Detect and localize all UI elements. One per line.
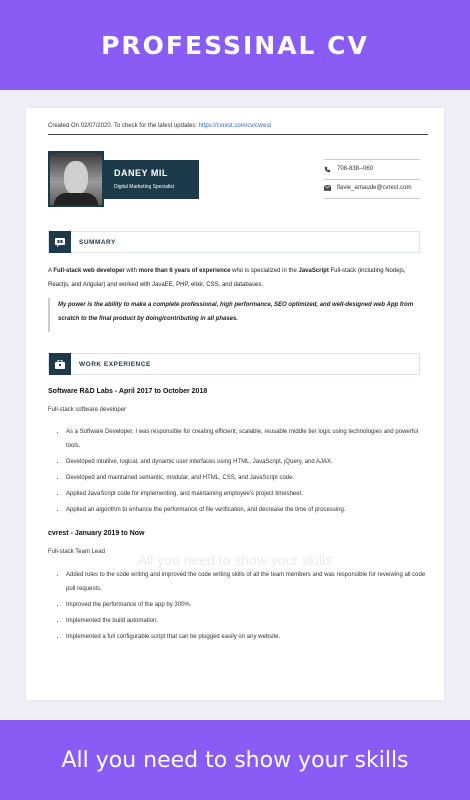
experience-badge <box>49 353 71 375</box>
top-banner <box>0 0 470 90</box>
list-item: • Developed and maintained semantic, modular, and HTML, CSS, and JavaScript code. <box>66 471 426 485</box>
profile-photo <box>48 151 104 207</box>
summary-badge <box>49 231 71 253</box>
contact-divider <box>324 179 420 180</box>
summary-heading: SUMMARY <box>79 239 116 246</box>
contact-divider <box>324 159 420 160</box>
list-item: • Implemented the build automation. <box>66 614 426 628</box>
job-bullet-list <box>52 425 426 519</box>
list-item: • Improved the performance of the app by 300%. <box>66 598 426 612</box>
header-divider <box>48 134 428 135</box>
watermark: All you need to show your skills <box>137 552 333 568</box>
created-link[interactable]: https://cvrest.com/cv/cvrest <box>198 123 272 129</box>
job-header: Software R&D Labs - April 2017 to October 2018 <box>48 388 208 395</box>
created-note-text: Created On 02/07/2020. To check for the latest updates: <box>48 123 199 129</box>
email-address[interactable]: flavie_arnaude@cvrest.com <box>337 185 412 191</box>
job-header: cvrest - January 2019 to Now <box>48 530 145 537</box>
experience-section-header <box>48 353 420 375</box>
list-item: • Developed intuitive, logical, and dynamic user interfaces using HTML, JavaScript, jQuery, and AJAX. <box>66 455 426 469</box>
summary-segment: JavaScript <box>298 268 329 274</box>
experience-heading: WORK EXPERIENCE <box>79 361 151 368</box>
summary-segment: with <box>124 268 139 274</box>
summary-segment: Full-stack web developer <box>53 268 125 274</box>
job-role: Full-stack Team Lead <box>48 549 105 555</box>
cv-page <box>26 108 444 700</box>
email-row <box>324 185 411 191</box>
summary-segment: more than 6 years of experience <box>138 268 231 274</box>
contact-divider <box>324 198 420 199</box>
candidate-title: Digital Marketing Specialist <box>114 184 175 190</box>
summary-section-header <box>48 231 420 253</box>
summary-quote: My power is the ability to make a complete professional, high performance, SEO optimized, and well-designed web App from scratch to the final product by doing/contributing in all phases. <box>48 298 420 332</box>
created-note <box>48 123 271 129</box>
list-item: • As a Software Developer, I was responsible for creating efficient, scalable, reusable middle tier logic using technologies and powerful tools. <box>66 425 426 453</box>
list-item: • Applied an algorithm to enhance the performance of file verification, and decrease the time of processing. <box>66 503 426 517</box>
summary-segment: who is specialized in the <box>230 268 299 274</box>
summary-segment: A <box>48 268 54 274</box>
candidate-name: DANEY MIL <box>114 168 168 178</box>
phone-number[interactable]: 708-838--060 <box>337 166 374 172</box>
phone-icon <box>324 166 331 172</box>
name-card <box>104 160 199 199</box>
summary-segment: Full-stack (including Nodejs, Reactjs, and Angular) and worked with JavaEE, PHP, elixir, CSS, and databases. <box>48 268 406 288</box>
job-bullet-list <box>52 568 426 646</box>
list-item: • Added rules to the code writing and improved the code writing skills of all the team members and was responsible for reviewing all code pull requests. <box>66 568 426 596</box>
summary-text <box>48 264 420 292</box>
bottom-banner <box>0 720 470 800</box>
job-role: Full-stack software developer <box>48 407 127 413</box>
banner-tagline: All you need to show your skills <box>61 747 409 773</box>
banner-title: PROFESSINAL CV <box>101 30 369 60</box>
briefcase-icon <box>55 360 65 369</box>
envelope-icon <box>324 185 331 191</box>
phone-row <box>324 166 373 172</box>
list-item: • Applied JavaScript code for implementing, and maintaining employee's project timesheet. <box>66 487 426 501</box>
quote-icon <box>55 238 65 247</box>
list-item: • Implemented a full configurable script that can be plugged easily on any website. <box>66 630 426 644</box>
